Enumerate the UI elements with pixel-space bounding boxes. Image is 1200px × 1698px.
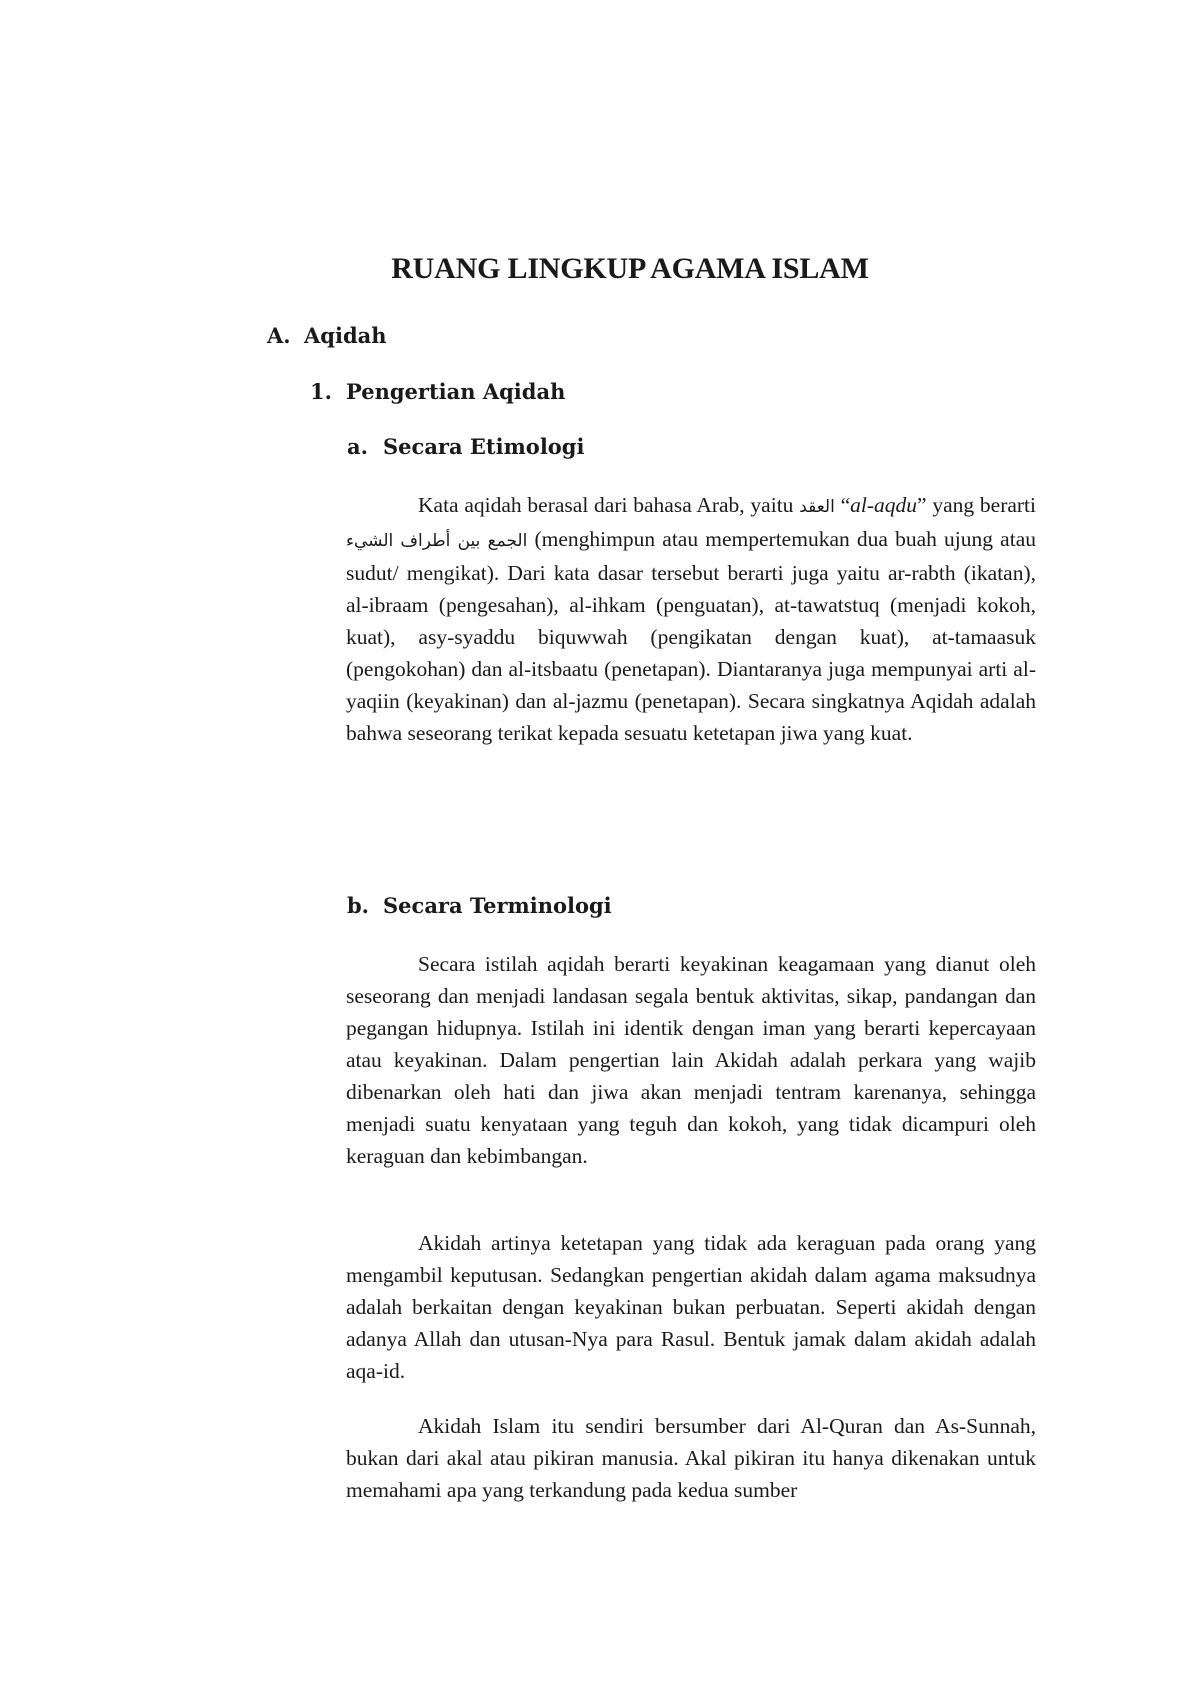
arabic-text: الجمع بين أطراف الشيء [346,531,528,551]
text-run: ” yang berarti [917,493,1037,517]
text-run: (menghimpun atau mempertemukan dua buah ujung atau sudut/ mengikat). Dari kata dasar tersebut berarti juga yaitu ar-rabth (ikatan), al-ibraam (pengesahan), al-ihkam (penguatan), at-tawatstuq (menjadi kokoh, kuat), asy-syaddu biquwwah (pengikatan dengan kuat), at-tamaasuk (pengokohan) dan al-itsbaatu (penetapan). Diantaranya juga mempunyai arti al-yaqiin (keyakinan) dan al-jazmu (penetapan). Secara singkatnya Aqidah adalah bahwa seseorang terikat kepada sesuatu ketetapan jiwa yang kuat. [346,527,1036,745]
point-label: Secara Etimologi [383,434,585,459]
italic-term: al-aqdu [850,493,918,517]
subsection-heading-pengertian [310,379,565,404]
point-heading-etimologi [347,434,584,459]
paragraph-terminologi-2: Akidah artinya ketetapan yang tidak ada keraguan pada orang yang mengambil keputusan. Sedangkan pengertian akidah dalam agama maksudnya adalah berkaitan dengan keyakinan bukan perbuatan. Seperti akidah dengan adanya Allah dan utusan-Nya para Rasul. Bentuk jamak dalam akidah adalah aqa-id. [346,1231,1036,1383]
point-label: Secara Terminologi [383,893,612,918]
point-number: b. [347,893,369,918]
paragraph-terminologi-1: Secara istilah aqidah berarti keyakinan keagamaan yang dianut oleh seseorang dan menjadi landasan segala bentuk aktivitas, sikap, pandangan dan pegangan hidupnya. Istilah ini identik dengan iman yang berarti kepercayaan atau keyakinan. Dalam pengertian lain Akidah adalah perkara yang wajib dibenarkan oleh hati dan jiwa akan menjadi tentram karenanya, sehingga menjadi suatu kenyataan yang teguh dan kokoh, yang tidak dicampuri oleh keraguan dan kebimbangan. [346,952,1036,1168]
paragraph-etimologi [346,489,1036,749]
paragraph-terminologi-3: Akidah Islam itu sendiri bersumber dari Al-Quran dan As-Sunnah, bukan dari akal atau pikiran manusia. Akal pikiran itu hanya dikenakan untuk memahami apa yang terkandung pada kedua sumber [346,1414,1036,1502]
text-run: Kata aqidah berasal dari bahasa Arab, yaitu [418,493,800,517]
point-heading-terminologi [347,893,612,918]
section-number: A. [267,323,291,348]
text-run: “ [834,493,851,517]
arabic-text: العقد [799,497,835,517]
document-title: RUANG LINGKUP AGAMA ISLAM [391,252,869,285]
point-number: a. [347,434,368,459]
section-heading-aqidah [267,323,387,348]
subsection-label: Pengertian Aqidah [346,379,566,404]
section-label: Aqidah [304,323,387,348]
subsection-number: 1. [310,379,332,404]
